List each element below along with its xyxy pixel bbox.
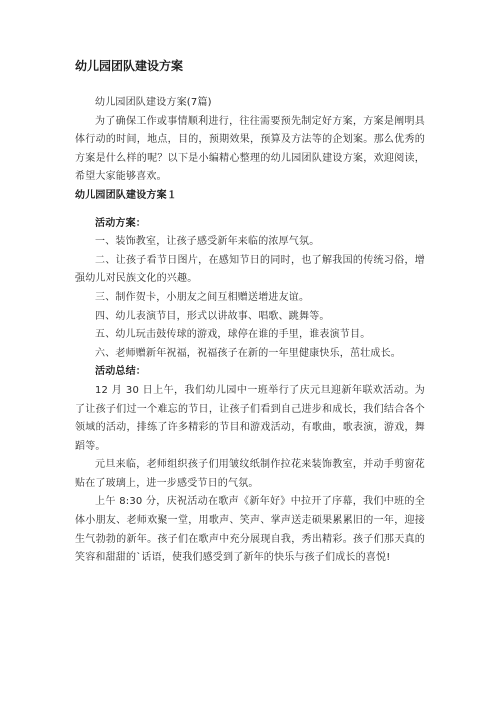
summary-paragraph: 元旦来临，老师组织孩子们用皱纹纸制作拉花来装饰教室，并动手剪窗花贴在了玻璃上，进一步感受节日的气氛。 (75, 459, 425, 489)
section-heading: 幼儿园团队建设方案１ (75, 189, 177, 201)
summary-paragraph: 上午 8:30 分，庆祝活动在歌声《新年好》中拉开了序幕，我们中班的全体小朋友、老师欢聚一堂，用歌声、笑声、掌声送走硕果累累旧的一年，迎接生气勃勃的新年。孩子们在歌声中充分展现自我，秀出精彩。孩子们那天真的笑容和甜甜的`话语，使我们感受到了新年的快乐与孩子们成长的喜悦! (75, 496, 425, 564)
intro-subtitle: 幼儿园团队建设方案(7篇) (95, 97, 212, 108)
summary-label: 活动总结： (95, 366, 146, 378)
document-content (75, 58, 425, 568)
plan-item: 五、幼儿玩击鼓传球的游戏，球停在谁的手里，谁表演节目。 (95, 329, 371, 341)
plan-item: 三、制作贺卡，小朋友之间互相赠送增进友谊。 (95, 291, 310, 303)
summary-paragraph: 12 月 30 日上午，我们幼儿园中一班举行了庆元旦迎新年联欢活动。为了让孩子们过一个难忘的节日，让孩子们看到自己进步和成长，我们结合各个领域的活动，排练了许多精彩的节目和游戏活动，有歌曲，歌表演，游戏，舞蹈等。 (75, 384, 425, 452)
plan-item: 二、让孩子看节日图片，在感知节日的同时，也了解我国的传统习俗，增强幼儿对民族文化的兴趣。 (75, 254, 425, 285)
intro-body: 为了确保工作或事情顺利进行，往往需要预先制定好方案，方案是阐明具体行动的时间，地点，目的，预期效果，预算及方法等的企划案。那么优秀的方案是什么样的呢？以下是小编精心整理的幼儿园团队建设方案，欢迎阅读，希望大家能够喜欢。 (75, 115, 425, 183)
document-title: 幼儿园团队建设方案 (75, 59, 184, 73)
plan-item: 六、老师赠新年祝福，祝福孩子在新的一年里健康快乐，茁壮成长。 (95, 347, 401, 359)
plan-item: 四、幼儿表演节目，形式以讲故事、唱歌、跳舞等。 (95, 310, 330, 322)
plan-label: 活动方案： (95, 217, 146, 229)
plan-item: 一、装饰教室，让孩子感受新年来临的浓厚气氛。 (95, 236, 320, 248)
